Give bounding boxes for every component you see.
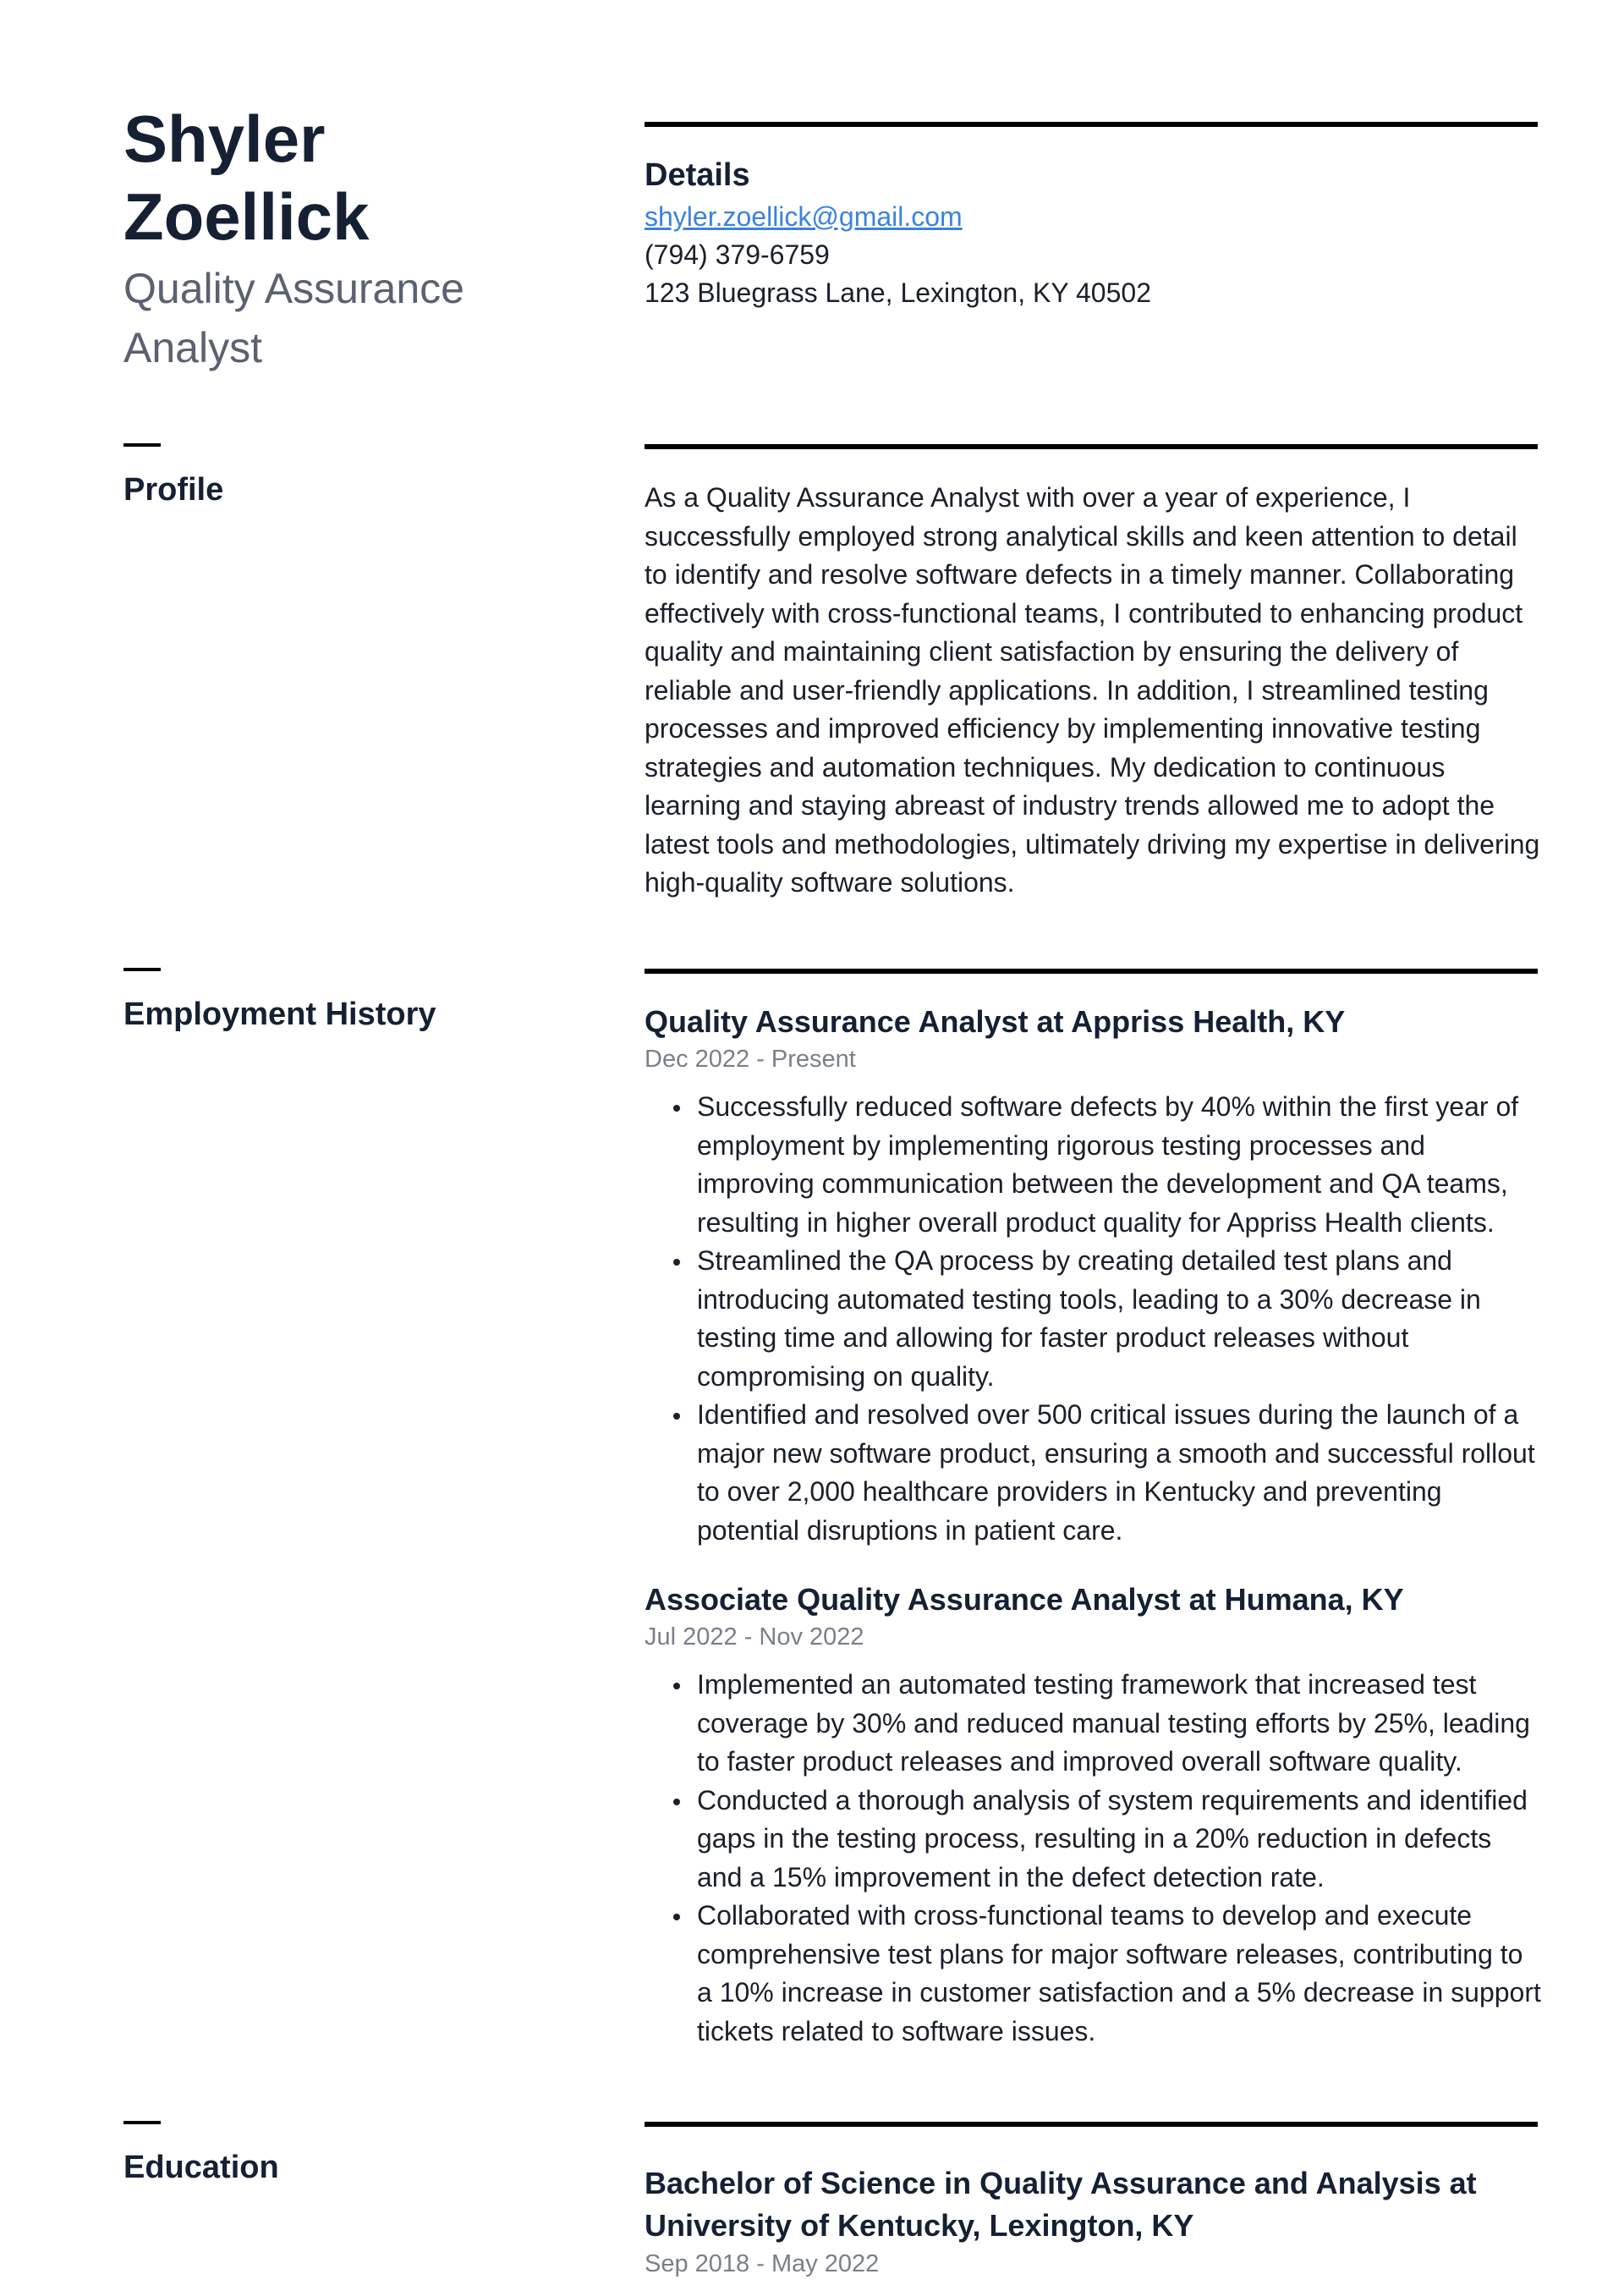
job-entry: [645, 1579, 1541, 2051]
candidate-title: Quality Assurance Analyst: [123, 265, 464, 371]
education-label: Education: [123, 2150, 279, 2185]
job-bullet: Successfully reduced software defects by 40% within the first year of employment by implementing rigorous testing processes and improving communication between the development and QA teams, resulting in higher overall product quality for Appriss Health clients.: [645, 1088, 1541, 1242]
education-divider: [645, 2122, 1538, 2127]
email-link[interactable]: shyler.zoellick@gmail.com: [645, 201, 963, 232]
employment-label: Employment History: [123, 997, 436, 1032]
phone-number: (794) 379-6759: [645, 239, 830, 270]
education-dates: Sep 2018 - May 2022: [645, 2250, 880, 2277]
job-heading: Quality Assurance Analyst at Appriss Health, KY: [645, 1004, 1346, 1039]
details-heading: Details: [645, 157, 750, 193]
profile-text: As a Quality Assurance Analyst with over a year of experience, I successfully employed strong analytical skills and keen attention to detail to identify and resolve software defects in a timely manner. Collaborating effectively with cross-functional teams, I contributed to enhancing product quality and maintaining client satisfaction by ensuring the delivery of reliable and user-friendly applications. In addition, I streamlined testing processes and improved efficiency by implementing innovative testing strategies and automation techniques. My dedication to continuous learning and staying abreast of industry trends allowed me to adopt the latest tools and methodologies, ultimately driving my expertise in delivering high-quality software solutions.: [645, 482, 1540, 898]
employment-dash: [123, 968, 161, 971]
education-dash: [123, 2121, 161, 2124]
job-bullet: Conducted a thorough analysis of system requirements and identified gaps in the testing process, resulting in a 20% reduction in defects and a 15% improvement in the defect detection rate.: [645, 1782, 1541, 1898]
job-dates: Jul 2022 - Nov 2022: [645, 1623, 864, 1651]
job-heading: Associate Quality Assurance Analyst at Humana, KY: [645, 1582, 1404, 1617]
job-bullets: [645, 1666, 1541, 2051]
details-divider: [645, 122, 1538, 127]
candidate-name: Shyler Zoellick: [123, 102, 370, 254]
job-bullets: [645, 1088, 1541, 1550]
education-heading: Bachelor of Science in Quality Assurance and Analysis at University of Kentucky, Lexington, KY: [645, 2166, 1477, 2243]
job-bullet: Streamlined the QA process by creating detailed test plans and introducing automated testing tools, leading to a 30% decrease in testing time and allowing for faster product releases without compromising on quality.: [645, 1242, 1541, 1396]
job-bullet: Implemented an automated testing framework that increased test coverage by 30% and reduced manual testing efforts by 25%, leading to faster product releases and improved overall software quality.: [645, 1666, 1541, 1782]
education-entry: [645, 2162, 1541, 2281]
address: 123 Bluegrass Lane, Lexington, KY 40502: [645, 277, 1151, 308]
job-dates: Dec 2022 - Present: [645, 1046, 856, 1073]
job-bullet: Identified and resolved over 500 critical issues during the launch of a major new software product, ensuring a smooth and successful rollout to over 2,000 healthcare providers in Kentucky and preventing potential disruptions in patient care.: [645, 1396, 1541, 1550]
profile-dash: [123, 443, 161, 447]
employment-divider: [645, 969, 1538, 974]
job-bullet: Collaborated with cross-functional teams to develop and execute comprehensive test plans for major software releases, contributing to a 10% increase in customer satisfaction and a 5% decrease in support tickets related to software issues.: [645, 1897, 1541, 2051]
profile-divider: [645, 444, 1538, 449]
profile-label: Profile: [123, 472, 224, 508]
job-entry: [645, 1002, 1541, 1550]
